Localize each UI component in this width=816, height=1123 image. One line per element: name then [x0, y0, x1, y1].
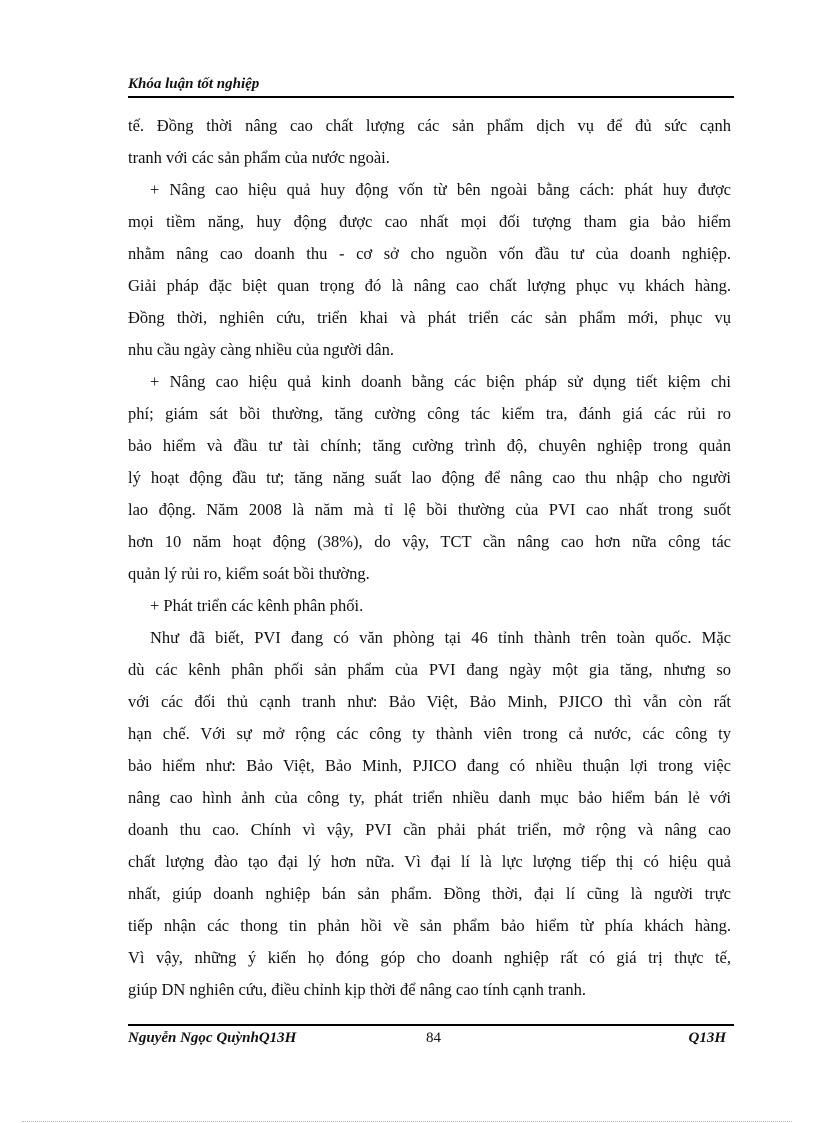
text-line: lý hoạt động đầu tư; tăng năng suất lao động để nâng cao thu nhập cho người: [128, 468, 731, 487]
text-line: Đồng thời, nghiên cứu, triển khai và phát triển các sản phẩm mới, phục vụ: [128, 308, 731, 327]
header-rule: [128, 96, 734, 98]
text-line: quản lý rủi ro, kiểm soát bồi thường.: [128, 564, 370, 583]
text-line: mọi tiềm năng, huy động được cao nhất mọi đối tượng tham gia bảo hiểm: [128, 212, 731, 231]
text-line: nâng cao hình ảnh của công ty, phát triển nhiều danh mục bảo hiểm bán lẻ với: [128, 788, 731, 807]
text-line: nhất, giúp doanh nghiệp bán sản phẩm. Đồng thời, đại lí cũng là người trực: [128, 884, 731, 903]
footer-class-code: Q13H: [688, 1030, 726, 1046]
text-line: tế. Đồng thời nâng cao chất lượng các sản phẩm dịch vụ để đủ sức cạnh: [128, 116, 731, 135]
text-line: bảo hiểm và đầu tư tài chính; tăng cường trình độ, chuyên nghiệp trong quản: [128, 436, 731, 455]
text-line: phí; giám sát bồi thường, tăng cường công tác kiểm tra, đánh giá các rủi ro: [128, 404, 731, 423]
text-line: giúp DN nghiên cứu, điều chỉnh kịp thời để nâng cao tính cạnh tranh.: [128, 980, 587, 999]
text-line: Vì vậy, những ý kiến họ đóng góp cho doanh nghiệp rất có giá trị thực tế,: [128, 948, 731, 967]
text-line: tiếp nhận các thong tin phản hồi về sản phẩm bảo hiểm từ phía khách hàng.: [128, 916, 731, 935]
text-line: + Nâng cao hiệu quả huy động vốn từ bên ngoài bằng cách: phát huy được: [150, 180, 731, 199]
text-line: hơn 10 năm hoạt động (38%), do vậy, TCT cần nâng cao hơn nữa công tác: [128, 532, 731, 551]
text-line: Giải pháp đặc biệt quan trọng đó là nâng cao chất lượng phục vụ khách hàng.: [128, 276, 731, 295]
text-line: Như đã biết, PVI đang có văn phòng tại 46 tỉnh thành trên toàn quốc. Mặc: [150, 628, 731, 647]
body-text: [128, 110, 731, 1006]
text-line: tranh với các sản phẩm của nước ngoài.: [128, 148, 390, 167]
text-line: lao động. Năm 2008 là năm mà tỉ lệ bồi thường của PVI cao nhất trong suốt: [128, 500, 731, 519]
text-line: nhu cầu ngày càng nhiều của người dân.: [128, 340, 394, 359]
text-line: dù các kênh phân phối sản phẩm của PVI đang ngày một gia tăng, nhưng so: [128, 660, 731, 679]
page-edge-divider: [22, 1121, 792, 1122]
text-line: + Phát triển các kênh phân phối.: [150, 596, 364, 615]
header-title: Khóa luận tốt nghiệp: [128, 76, 260, 92]
text-line: nhằm nâng cao doanh thu - cơ sở cho nguồn vốn đầu tư của doanh nghiệp.: [128, 244, 731, 263]
text-line: chất lượng đào tạo đại lý hơn nữa. Vì đại lí là lực lượng tiếp thị có hiệu quả: [128, 852, 731, 871]
text-line: với các đối thủ cạnh tranh như: Bảo Việt, Bảo Minh, PJICO thì vẫn còn rất: [128, 692, 731, 711]
footer-author: Nguyễn Ngọc QuỳnhQ13H: [128, 1030, 297, 1046]
text-line: + Nâng cao hiệu quả kinh doanh bằng các biện pháp sử dụng tiết kiệm chi: [150, 372, 731, 391]
text-line: bảo hiểm như: Bảo Việt, Bảo Minh, PJICO đang có nhiều thuận lợi trong việc: [128, 756, 731, 775]
text-line: hạn chế. Với sự mở rộng các công ty thành viên trong cả nước, các công ty: [128, 724, 731, 743]
page-number: 84: [426, 1030, 441, 1046]
text-line: doanh thu cao. Chính vì vậy, PVI cần phải phát triển, mở rộng và nâng cao: [128, 820, 731, 839]
footer-rule: [128, 1024, 734, 1026]
